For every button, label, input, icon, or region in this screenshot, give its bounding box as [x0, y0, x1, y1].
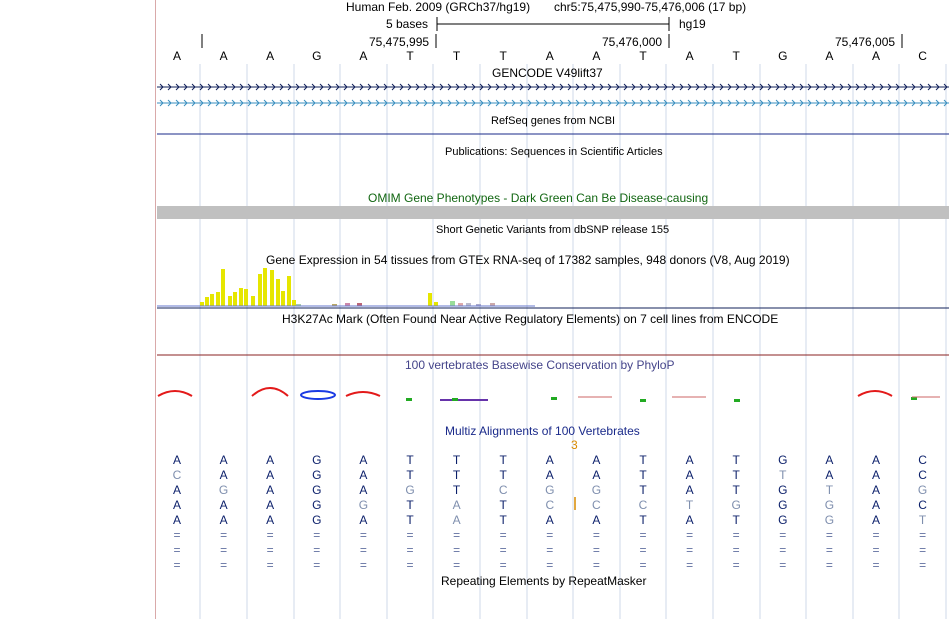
- ruler-tick-label-2: 75,476,000: [602, 35, 663, 49]
- alignment-base: G: [917, 483, 928, 497]
- alignment-base: A: [871, 483, 880, 497]
- alignment-base: A: [359, 513, 368, 527]
- gtex-bar: [450, 301, 455, 306]
- alignment-base: A: [825, 453, 834, 467]
- h3k27ac-track-title: H3K27Ac Mark (Often Found Near Active Regulatory Elements) on 7 cell lines from ENCODE: [282, 312, 779, 326]
- alignment-base: A: [871, 513, 880, 527]
- omim-gene-bar: [157, 206, 949, 219]
- alignment-base: =: [266, 528, 274, 542]
- ruler-tick-label-3: 75,476,005: [835, 35, 896, 49]
- reference-base: A: [871, 49, 880, 63]
- reference-base: A: [545, 49, 554, 63]
- alignment-base: =: [825, 558, 833, 572]
- alignment-base: T: [732, 453, 740, 467]
- alignment-base: =: [825, 528, 833, 542]
- alignment-base: A: [359, 468, 368, 482]
- alignment-base: =: [313, 543, 321, 557]
- alignment-base: =: [313, 558, 321, 572]
- gtex-bar: [205, 297, 209, 306]
- phylop-conservation-mark: [640, 399, 646, 402]
- alignment-base: =: [173, 528, 181, 542]
- gencode-track-title: GENCODE V49lift37: [492, 66, 603, 80]
- gap-count: 3: [571, 438, 578, 452]
- phylop-peak: [858, 391, 892, 396]
- alignment-base: C: [918, 468, 927, 482]
- alignment-base: =: [779, 543, 787, 557]
- gtex-bar: [244, 289, 248, 306]
- alignment-base: T: [918, 513, 927, 527]
- alignment-base: G: [358, 498, 369, 512]
- alignment-base: =: [406, 528, 414, 542]
- alignment-base: T: [406, 498, 414, 512]
- alignment-base: =: [499, 543, 507, 557]
- phylop-conservation-mark: [734, 399, 740, 402]
- alignment-base: =: [919, 543, 927, 557]
- alignment-base: C: [172, 468, 182, 482]
- alignment-base: =: [359, 558, 367, 572]
- alignment-base: =: [173, 558, 181, 572]
- alignment-base: A: [172, 498, 181, 512]
- alignment-base: =: [266, 558, 274, 572]
- alignment-base: A: [825, 468, 834, 482]
- alignment-base: G: [218, 483, 229, 497]
- alignment-base: G: [312, 453, 322, 467]
- alignment-base: A: [592, 513, 601, 527]
- dbsnp-track-title: Short Genetic Variants from dbSNP release 155: [436, 224, 670, 236]
- gtex-bar: [216, 292, 220, 306]
- repeatmasker-track-title: Repeating Elements by RepeatMasker: [441, 574, 647, 588]
- alignment-base: G: [591, 483, 602, 497]
- phylop-track-title: 100 vertebrates Basewise Conservation by PhyloP: [405, 358, 675, 372]
- alignment-base: =: [779, 558, 787, 572]
- alignment-base: T: [452, 453, 461, 467]
- alignment-base: A: [871, 498, 880, 512]
- alignment-base: G: [312, 498, 322, 512]
- alignment-base: T: [685, 498, 694, 512]
- alignment-base: =: [499, 528, 507, 542]
- alignment-base: G: [778, 513, 788, 527]
- alignment-base: C: [638, 498, 648, 512]
- alignment-base: T: [779, 468, 787, 482]
- alignment-base: =: [359, 543, 367, 557]
- phylop-peak: [252, 388, 288, 396]
- alignment-base: C: [498, 483, 508, 497]
- reference-base: A: [685, 49, 694, 63]
- alignment-base: A: [545, 468, 554, 482]
- alignment-base: A: [685, 453, 694, 467]
- reference-base: A: [266, 49, 275, 63]
- alignment-base: =: [732, 543, 740, 557]
- alignment-base: =: [546, 543, 554, 557]
- alignment-base: =: [359, 528, 367, 542]
- alignment-base: A: [592, 468, 601, 482]
- alignment-base: A: [266, 453, 275, 467]
- reference-base: T: [639, 49, 647, 63]
- alignment-base: A: [219, 468, 228, 482]
- alignment-base: A: [266, 468, 275, 482]
- alignment-base: =: [686, 543, 694, 557]
- alignment-base: C: [545, 498, 555, 512]
- alignment-base: A: [219, 513, 228, 527]
- alignment-base: =: [453, 543, 461, 557]
- reference-base: A: [825, 49, 834, 63]
- alignment-base: G: [778, 453, 788, 467]
- phylop-conservation-mark: [551, 397, 557, 400]
- alignment-base: A: [545, 453, 554, 467]
- alignment-base: =: [546, 558, 554, 572]
- reference-base: T: [452, 49, 461, 63]
- gtex-bar: [287, 276, 291, 306]
- alignment-base: A: [266, 513, 275, 527]
- reference-base: T: [406, 49, 414, 63]
- alignment-base: T: [499, 513, 507, 527]
- gtex-bar: [221, 269, 225, 306]
- alignment-base: =: [173, 543, 181, 557]
- reference-base: G: [778, 49, 788, 63]
- alignment-base: =: [639, 543, 647, 557]
- alignment-base: =: [732, 528, 740, 542]
- alignment-base: =: [872, 558, 880, 572]
- gtex-track-title: Gene Expression in 54 tissues from GTEx RNA-seq of 17382 samples, 948 donors (V8, Aug 2019): [266, 253, 790, 267]
- alignment-base: G: [824, 513, 835, 527]
- alignment-base: =: [919, 558, 927, 572]
- phylop-peak: [158, 391, 192, 396]
- reference-base: A: [592, 49, 601, 63]
- alignment-base: A: [592, 453, 601, 467]
- phylop-conservation-mark: [406, 398, 412, 401]
- alignment-base: =: [639, 558, 647, 572]
- alignment-base: T: [499, 498, 507, 512]
- alignment-base: C: [918, 453, 927, 467]
- alignment-base: =: [592, 528, 600, 542]
- gtex-bar: [276, 279, 280, 306]
- alignment-base: T: [406, 453, 414, 467]
- alignment-base: T: [732, 468, 740, 482]
- alignment-base: G: [778, 498, 788, 512]
- alignment-base: =: [406, 558, 414, 572]
- ruler-tick-label-1: 75,475,995: [369, 35, 430, 49]
- alignment-base: A: [452, 498, 461, 512]
- gtex-bar: [210, 294, 214, 306]
- alignment-base: T: [639, 483, 647, 497]
- alignment-base: T: [639, 468, 647, 482]
- phylop-peak: [346, 392, 380, 396]
- gtex-bar: [228, 296, 232, 306]
- phylop-conservation-mark: [452, 398, 458, 401]
- alignment-base: =: [220, 528, 228, 542]
- gtex-bar: [239, 288, 243, 306]
- alignment-base: G: [824, 498, 835, 512]
- alignment-base: =: [220, 558, 228, 572]
- alignment-base: G: [312, 468, 322, 482]
- alignment-base: G: [545, 483, 555, 497]
- alignment-base: A: [452, 513, 461, 527]
- reference-base: T: [499, 49, 507, 63]
- alignment-base: =: [453, 528, 461, 542]
- alignment-base: =: [546, 528, 554, 542]
- alignment-base: =: [499, 558, 507, 572]
- alignment-base: T: [499, 468, 507, 482]
- gtex-bar: [258, 274, 262, 306]
- omim-track-title: OMIM Gene Phenotypes - Dark Green Can Be Disease-causing: [368, 191, 709, 205]
- alignment-base: =: [639, 528, 647, 542]
- assembly-title: Human Feb. 2009 (GRCh37/hg19): [346, 0, 531, 14]
- alignment-base: T: [732, 513, 740, 527]
- alignment-base: =: [919, 528, 927, 542]
- alignment-base: T: [406, 513, 414, 527]
- alignment-base: A: [219, 453, 228, 467]
- alignment-base: =: [266, 543, 274, 557]
- alignment-base: T: [452, 468, 461, 482]
- alignment-base: A: [266, 483, 275, 497]
- alignment-base: G: [312, 483, 322, 497]
- alignment-base: T: [732, 483, 740, 497]
- reference-base: G: [312, 49, 322, 63]
- gtex-bar: [263, 268, 267, 306]
- alignment-base: =: [313, 528, 321, 542]
- alignment-base: A: [172, 483, 181, 497]
- pubs-track-title: Publications: Sequences in Scientific Articles: [445, 146, 663, 158]
- gtex-bar: [200, 302, 204, 306]
- alignment-base: A: [172, 513, 181, 527]
- gtex-bar: [428, 293, 432, 306]
- alignment-base: A: [685, 468, 694, 482]
- position-readout: chr5:75,475,990-75,476,006 (17 bp): [554, 0, 747, 14]
- alignment-base: =: [732, 558, 740, 572]
- gtex-bar: [251, 296, 255, 306]
- alignment-base: A: [172, 453, 181, 467]
- alignment-base: T: [825, 483, 834, 497]
- reference-base: C: [918, 49, 927, 63]
- alignment-base: =: [686, 558, 694, 572]
- alignment-base: =: [453, 558, 461, 572]
- alignment-base: =: [779, 528, 787, 542]
- alignment-base: =: [686, 528, 694, 542]
- alignment-base: G: [312, 513, 322, 527]
- multiz-track-title: Multiz Alignments of 100 Vertebrates: [445, 424, 640, 438]
- alignment-base: A: [685, 483, 694, 497]
- alignment-base: T: [639, 453, 647, 467]
- alignment-base: =: [592, 543, 600, 557]
- alignment-base: T: [639, 513, 647, 527]
- alignment-base: C: [918, 498, 927, 512]
- gtex-bar: [270, 270, 274, 306]
- alignment-base: =: [825, 543, 833, 557]
- alignment-base: A: [871, 453, 880, 467]
- phylop-negative-glyph: [301, 391, 335, 399]
- gtex-bar: [434, 302, 438, 306]
- gtex-bar: [233, 292, 237, 306]
- gtex-bar: [292, 300, 296, 306]
- reference-base: A: [359, 49, 368, 63]
- alignment-base: =: [872, 528, 880, 542]
- alignment-base: G: [731, 498, 741, 512]
- alignment-base: A: [871, 468, 880, 482]
- alignment-base: T: [406, 468, 414, 482]
- scale-db-label: hg19: [679, 17, 706, 31]
- reference-base: A: [172, 49, 181, 63]
- alignment-base: T: [499, 453, 507, 467]
- alignment-base: T: [452, 483, 461, 497]
- alignment-base: A: [545, 513, 554, 527]
- alignment-base: G: [405, 483, 415, 497]
- alignment-base: =: [592, 558, 600, 572]
- refseq-track-title: RefSeq genes from NCBI: [491, 115, 616, 127]
- reference-base: A: [219, 49, 228, 63]
- alignment-base: G: [778, 483, 788, 497]
- alignment-base: =: [406, 543, 414, 557]
- scale-size-label: 5 bases: [386, 17, 429, 31]
- alignment-base: A: [685, 513, 694, 527]
- alignment-base: =: [872, 543, 880, 557]
- alignment-base: C: [592, 498, 601, 512]
- gtex-bar: [281, 291, 285, 306]
- alignment-base: =: [220, 543, 228, 557]
- alignment-base: A: [359, 483, 368, 497]
- alignment-base: A: [266, 498, 275, 512]
- alignment-base: A: [219, 498, 228, 512]
- reference-base: T: [732, 49, 740, 63]
- alignment-base: A: [359, 453, 368, 467]
